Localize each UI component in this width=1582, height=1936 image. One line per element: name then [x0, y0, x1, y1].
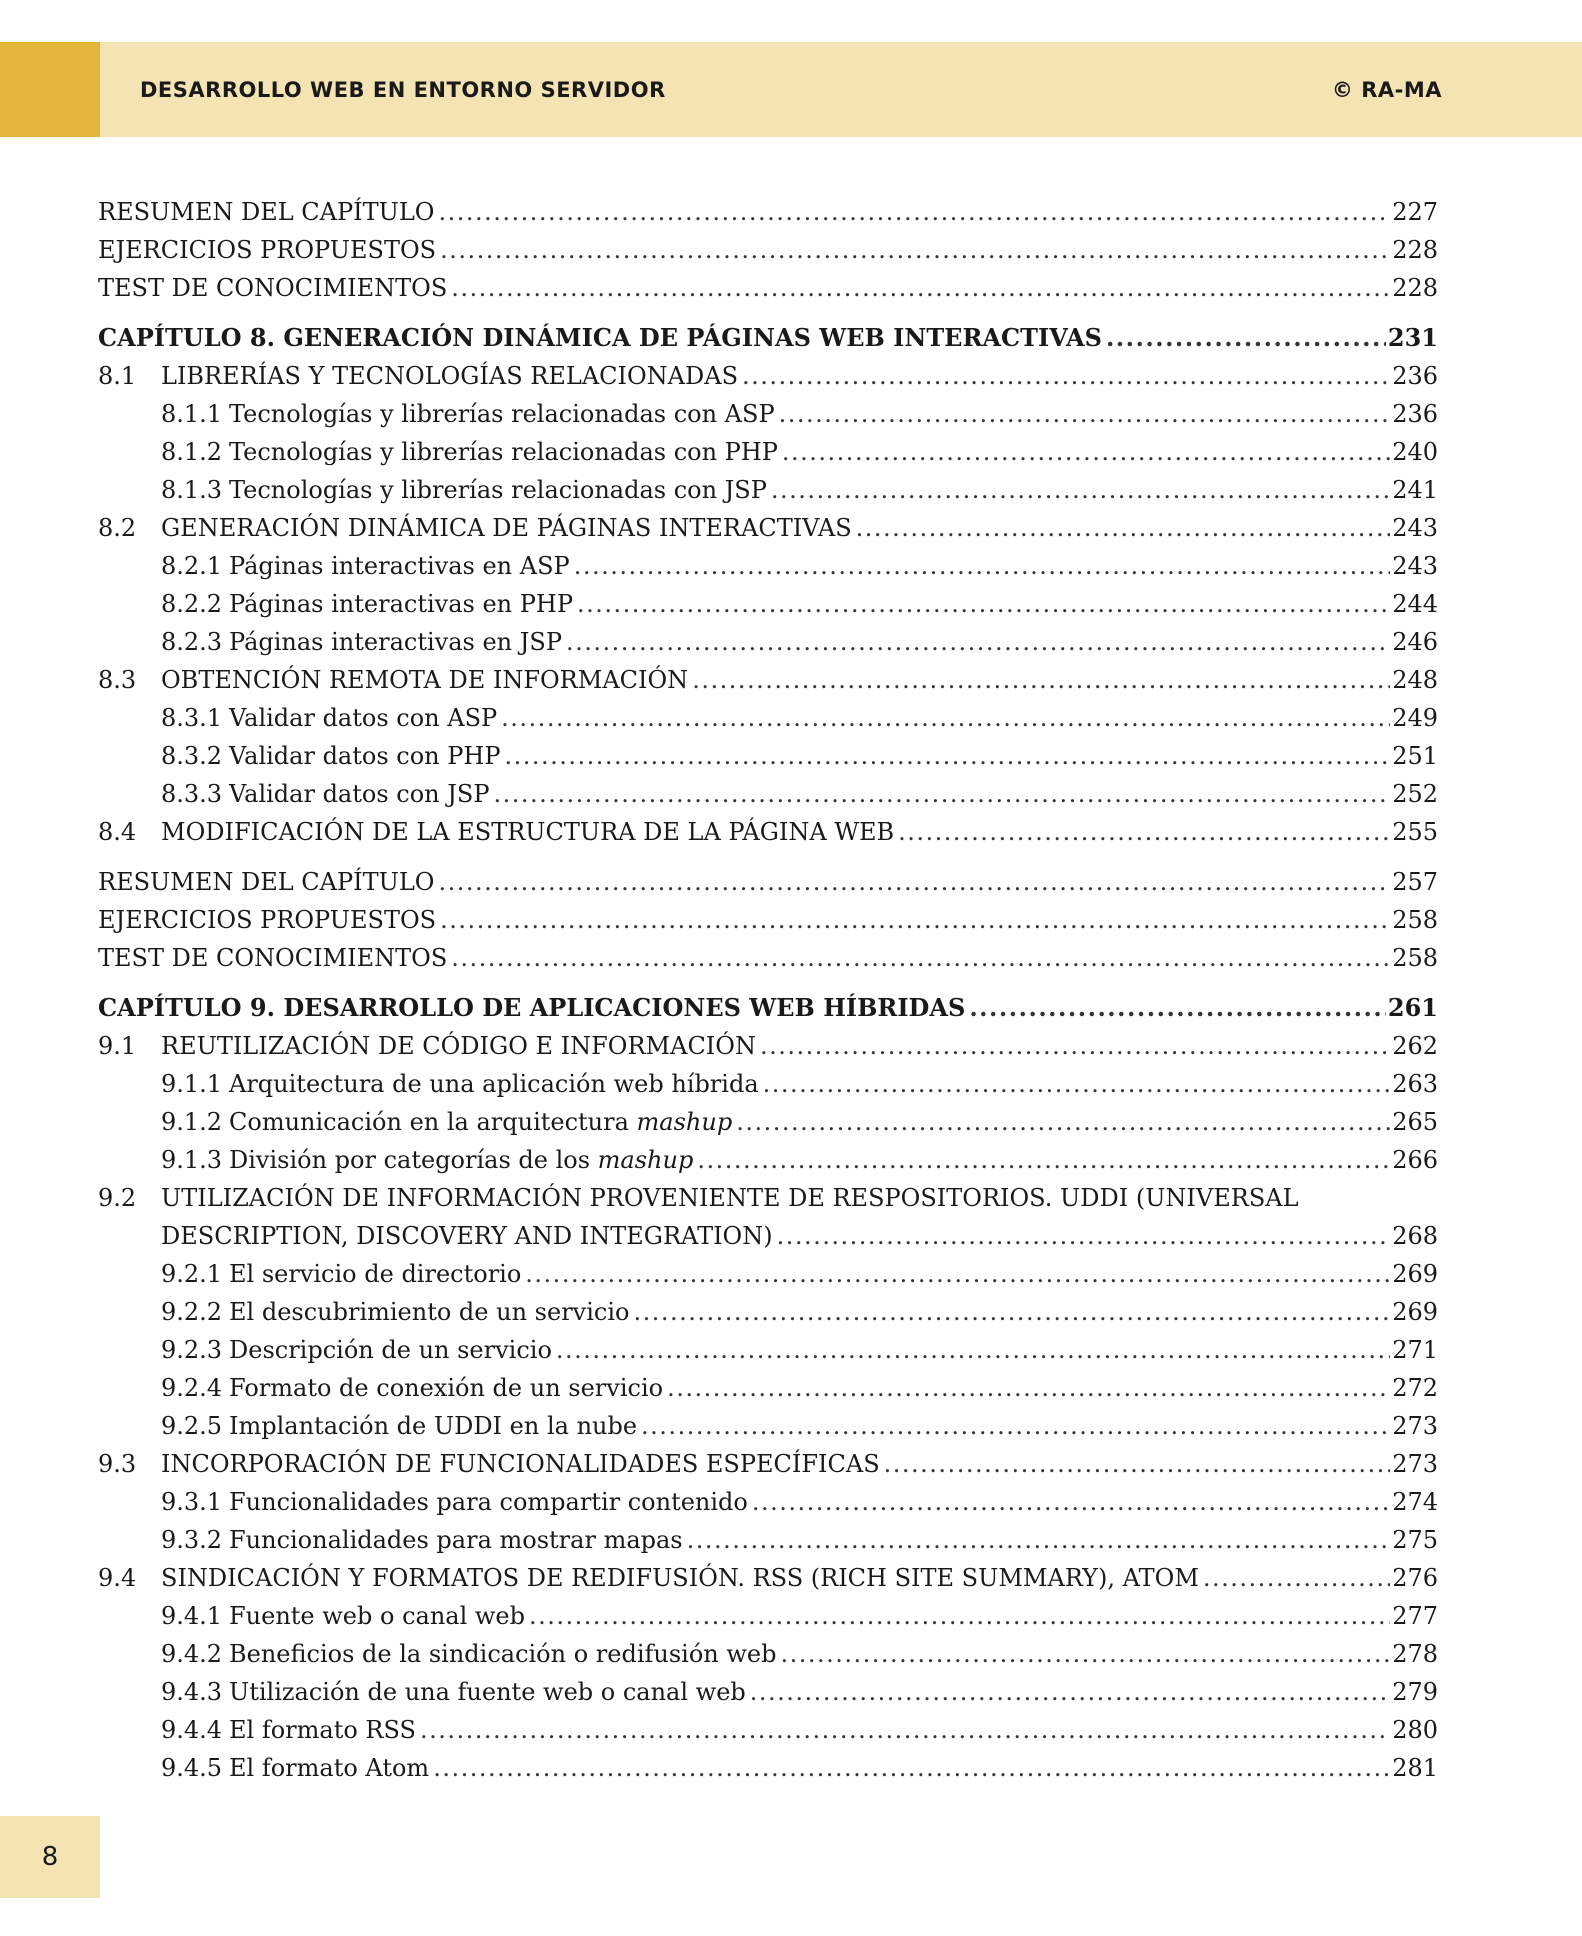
section-number: 9.4.1	[161, 1602, 223, 1630]
section-number: 8.1.3	[161, 476, 223, 504]
toc-entry-title: EJERCICIOS PROPUESTOS	[98, 236, 437, 264]
chapter-title: CAPÍTULO 9. DESARROLLO DE APLICACIONES WEB HÍBRIDAS	[98, 993, 966, 1022]
toc-entry-title: MODIFICACIÓN DE LA ESTRUCTURA DE LA PÁGINA WEB	[161, 818, 895, 846]
toc-subsection[interactable]	[98, 471, 1438, 509]
section-number: 8.3.2	[161, 742, 223, 770]
leader-dots	[1106, 319, 1386, 357]
leader-dots	[771, 471, 1390, 509]
toc-entry-test[interactable]	[98, 939, 1438, 977]
toc-entry-title: Páginas interactivas en JSP	[229, 628, 562, 656]
toc-chapter-8[interactable]	[98, 319, 1438, 357]
leader-dots	[451, 939, 1390, 977]
book-title: DESARROLLO WEB EN ENTORNO SERVIDOR	[140, 77, 666, 102]
leader-dots	[577, 585, 1390, 623]
toc-entry-title: OBTENCIÓN REMOTA DE INFORMACIÓN	[161, 666, 689, 694]
toc-page-number: 273	[1392, 1450, 1438, 1478]
leader-dots	[504, 737, 1390, 775]
toc-entry-title: REUTILIZACIÓN DE CÓDIGO E INFORMACIÓN	[161, 1032, 756, 1060]
page-number-tab	[0, 1816, 100, 1898]
leader-dots	[687, 1521, 1391, 1559]
leader-dots	[750, 1673, 1390, 1711]
toc-page-number: 244	[1392, 590, 1438, 618]
toc-page-number: 257	[1392, 868, 1438, 896]
section-number: 8.1.1	[161, 400, 223, 428]
toc-subsection[interactable]	[98, 1331, 1438, 1369]
toc-entry-title: El formato Atom	[229, 1754, 430, 1782]
toc-entry-title: El descubrimiento de un servicio	[229, 1298, 630, 1326]
section-number: 9.2	[98, 1184, 137, 1212]
toc-subsection[interactable]	[98, 1597, 1438, 1635]
toc-page-number: 240	[1392, 438, 1438, 466]
section-number: 9.1.3	[161, 1146, 223, 1174]
toc-entry-title: TEST DE CONOCIMIENTOS	[98, 944, 448, 972]
toc-page-number: 231	[1387, 323, 1438, 352]
toc-subsection[interactable]	[98, 1749, 1438, 1787]
toc-page-number: 258	[1392, 944, 1438, 972]
toc-subsection[interactable]	[98, 1673, 1438, 1711]
leader-dots	[556, 1331, 1390, 1369]
toc-entry-exercises[interactable]	[98, 901, 1438, 939]
leader-dots	[777, 1217, 1391, 1255]
toc-entry-test[interactable]	[98, 269, 1438, 307]
toc-page-number: 274	[1392, 1488, 1438, 1516]
toc-page-number: 248	[1392, 666, 1438, 694]
toc-entry-title: GENERACIÓN DINÁMICA DE PÁGINAS INTERACTIVAS	[161, 514, 852, 542]
toc-entry-title: El servicio de directorio	[229, 1260, 522, 1288]
toc-section-wrapped-line[interactable]	[98, 1179, 1438, 1217]
leader-dots	[566, 623, 1390, 661]
section-number: 9.4.4	[161, 1716, 223, 1744]
section-number: 8.1.2	[161, 438, 223, 466]
toc-page-number: 228	[1392, 236, 1438, 264]
toc-page-number: 265	[1392, 1108, 1438, 1136]
toc-page-number: 228	[1392, 274, 1438, 302]
toc-entry-title: Tecnologías y librerías relacionadas con JSP	[229, 476, 767, 504]
toc-page-number: 255	[1392, 818, 1438, 846]
toc-entry-title: Descripción de un servicio	[229, 1336, 552, 1364]
section-number: 9.2.3	[161, 1336, 223, 1364]
toc-entry-title-italic: mashup	[636, 1108, 733, 1136]
leader-dots	[692, 661, 1390, 699]
toc-subsection[interactable]	[98, 585, 1438, 623]
leader-dots	[529, 1597, 1390, 1635]
section-number: 8.3.3	[161, 780, 223, 808]
toc-page-number: 249	[1392, 704, 1438, 732]
leader-dots	[525, 1255, 1390, 1293]
leader-dots	[782, 433, 1390, 471]
toc-subsection[interactable]	[98, 737, 1438, 775]
leader-dots	[898, 813, 1390, 851]
toc-entry-title: Tecnologías y librerías relacionadas con PHP	[229, 438, 778, 466]
leader-dots	[574, 547, 1391, 585]
leader-dots	[633, 1293, 1390, 1331]
section-number: 8.4	[98, 818, 137, 846]
section-number: 9.2.1	[161, 1260, 223, 1288]
toc-subsection[interactable]	[98, 1293, 1438, 1331]
section-number: 9.1	[98, 1032, 137, 1060]
toc-entry-title: Formato de conexión de un servicio	[229, 1374, 664, 1402]
toc-entry-title: EJERCICIOS PROPUESTOS	[98, 906, 437, 934]
toc-entry-title: UTILIZACIÓN DE INFORMACIÓN PROVENIENTE DE RESPOSITORIOS. UDDI (UNIVERSAL	[161, 1184, 1299, 1212]
toc-subsection[interactable]	[98, 1407, 1438, 1445]
section-number: 8.2	[98, 514, 137, 542]
toc-chapter-9[interactable]	[98, 989, 1438, 1027]
toc-entry-title-text: Comunicación en la arquitectura	[229, 1108, 637, 1136]
leader-dots	[856, 509, 1391, 547]
section-number: 9.2.4	[161, 1374, 223, 1402]
section-number: 8.2.2	[161, 590, 223, 618]
toc-page-number: 266	[1392, 1146, 1438, 1174]
toc-entry-title: Validar datos con PHP	[229, 742, 501, 770]
publisher-mark: © RA-MA	[1331, 77, 1442, 102]
toc-subsection[interactable]	[98, 775, 1438, 813]
section-number: 9.3.2	[161, 1526, 223, 1554]
toc-entry-exercises[interactable]	[98, 231, 1438, 269]
chapter-title: CAPÍTULO 8. GENERACIÓN DINÁMICA DE PÁGINAS WEB INTERACTIVAS	[98, 323, 1102, 352]
toc-subsection[interactable]	[98, 1521, 1438, 1559]
leader-dots	[763, 1065, 1391, 1103]
leader-dots	[641, 1407, 1390, 1445]
section-number: 9.1.1	[161, 1070, 223, 1098]
running-header	[100, 42, 1582, 137]
toc-subsection[interactable]	[98, 1255, 1438, 1293]
leader-dots	[742, 357, 1390, 395]
toc-section[interactable]	[98, 661, 1438, 699]
toc-subsection[interactable]	[98, 1141, 1438, 1179]
toc-entry-title: Validar datos con ASP	[229, 704, 498, 732]
toc-entry-title	[229, 1141, 693, 1179]
toc-entry-title-text: División por categorías de los	[229, 1146, 598, 1174]
toc-page-number: 236	[1392, 362, 1438, 390]
toc-subsection[interactable]	[98, 433, 1438, 471]
toc-page-number: 277	[1392, 1602, 1438, 1630]
leader-dots	[752, 1483, 1390, 1521]
leader-dots	[736, 1103, 1390, 1141]
leader-dots	[493, 775, 1390, 813]
toc-page-number: 268	[1392, 1222, 1438, 1250]
section-number: 8.2.3	[161, 628, 223, 656]
toc-entry-title: RESUMEN DEL CAPÍTULO	[98, 868, 435, 896]
toc-subsection[interactable]	[98, 1065, 1438, 1103]
toc-entry-title: Validar datos con JSP	[229, 780, 490, 808]
toc-page-number: 252	[1392, 780, 1438, 808]
toc-page-number: 243	[1392, 514, 1438, 542]
toc-page-number: 263	[1392, 1070, 1438, 1098]
toc-section[interactable]	[98, 1559, 1438, 1597]
toc-entry-title: Implantación de UDDI en la nube	[229, 1412, 638, 1440]
section-number: 9.4	[98, 1564, 137, 1592]
toc-page-number: 280	[1392, 1716, 1438, 1744]
toc-page-number: 269	[1392, 1298, 1438, 1326]
toc-page-number: 281	[1392, 1754, 1438, 1782]
leader-dots	[667, 1369, 1390, 1407]
toc-page-number: 279	[1392, 1678, 1438, 1706]
toc-entry-title: El formato RSS	[229, 1716, 416, 1744]
toc-entry-title: Utilización de una fuente web o canal web	[229, 1678, 746, 1706]
leader-dots	[1203, 1559, 1390, 1597]
leader-dots	[760, 1027, 1390, 1065]
leader-dots	[433, 1749, 1390, 1787]
toc-page-number: 227	[1392, 198, 1438, 226]
leader-dots	[781, 1635, 1391, 1673]
header-accent-block	[0, 42, 100, 137]
toc-page-number: 269	[1392, 1260, 1438, 1288]
toc-entry-title: Páginas interactivas en ASP	[229, 552, 570, 580]
section-number: 9.1.2	[161, 1108, 223, 1136]
toc-page-number: 261	[1387, 993, 1438, 1022]
leader-dots	[697, 1141, 1390, 1179]
toc-entry-title: Fuente web o canal web	[229, 1602, 525, 1630]
toc-subsection[interactable]	[98, 547, 1438, 585]
toc-subsection[interactable]	[98, 699, 1438, 737]
toc-subsection[interactable]	[98, 1369, 1438, 1407]
toc-subsection[interactable]	[98, 623, 1438, 661]
toc-page-number: 276	[1392, 1564, 1438, 1592]
toc-entry-title	[229, 1103, 732, 1141]
toc-entry-title: SINDICACIÓN Y FORMATOS DE REDIFUSIÓN. RSS (RICH SITE SUMMARY), ATOM	[161, 1564, 1199, 1592]
toc-page-number: 262	[1392, 1032, 1438, 1060]
toc-subsection[interactable]	[98, 1103, 1438, 1141]
leader-dots	[884, 1445, 1391, 1483]
toc-section[interactable]	[98, 813, 1438, 851]
leader-dots	[440, 901, 1390, 939]
section-number: 9.4.2	[161, 1640, 223, 1668]
leader-dots	[501, 699, 1390, 737]
toc-entry-title: RESUMEN DEL CAPÍTULO	[98, 198, 435, 226]
toc-entry-title-italic: mashup	[597, 1146, 694, 1174]
toc-subsection[interactable]	[98, 1483, 1438, 1521]
toc-entry-summary[interactable]	[98, 193, 1438, 231]
toc-entry-title: Funcionalidades para compartir contenido	[229, 1488, 748, 1516]
leader-dots	[420, 1711, 1390, 1749]
section-number: 9.2.5	[161, 1412, 223, 1440]
section-number: 9.4.3	[161, 1678, 223, 1706]
toc-page-number: 273	[1392, 1412, 1438, 1440]
leader-dots	[969, 989, 1386, 1027]
section-number: 8.1	[98, 362, 137, 390]
toc-page-number: 271	[1392, 1336, 1438, 1364]
toc-page-number: 236	[1392, 400, 1438, 428]
leader-dots	[438, 863, 1390, 901]
toc-entry-summary[interactable]	[98, 863, 1438, 901]
leader-dots	[440, 231, 1390, 269]
page-number: 8	[41, 1842, 59, 1872]
toc-subsection[interactable]	[98, 395, 1438, 433]
section-number: 8.3	[98, 666, 137, 694]
toc-page-number: 246	[1392, 628, 1438, 656]
toc-subsection[interactable]	[98, 1635, 1438, 1673]
toc-section[interactable]	[98, 1027, 1438, 1065]
toc-subsection[interactable]	[98, 1711, 1438, 1749]
section-number: 9.3	[98, 1450, 137, 1478]
toc-page-number: 241	[1392, 476, 1438, 504]
toc-entry-title: LIBRERÍAS Y TECNOLOGÍAS RELACIONADAS	[161, 362, 739, 390]
section-number: 9.2.2	[161, 1298, 223, 1326]
toc-entry-title: Páginas interactivas en PHP	[229, 590, 573, 618]
toc-section[interactable]	[98, 1217, 1438, 1255]
section-number: 9.4.5	[161, 1754, 223, 1782]
toc-page-number: 251	[1392, 742, 1438, 770]
table-of-contents	[98, 193, 1438, 1787]
toc-section[interactable]	[98, 357, 1438, 395]
leader-dots	[438, 193, 1390, 231]
leader-dots	[779, 395, 1391, 433]
section-number: 9.3.1	[161, 1488, 223, 1516]
toc-entry-title: Beneficios de la sindicación o redifusión web	[229, 1640, 777, 1668]
toc-page-number: 275	[1392, 1526, 1438, 1554]
toc-section[interactable]	[98, 509, 1438, 547]
toc-page-number: 278	[1392, 1640, 1438, 1668]
toc-entry-title: INCORPORACIÓN DE FUNCIONALIDADES ESPECÍFICAS	[161, 1450, 880, 1478]
toc-section[interactable]	[98, 1445, 1438, 1483]
toc-entry-title: Funcionalidades para mostrar mapas	[229, 1526, 683, 1554]
section-number: 8.2.1	[161, 552, 223, 580]
leader-dots	[451, 269, 1390, 307]
toc-page-number: 258	[1392, 906, 1438, 934]
toc-entry-title-continued: DESCRIPTION, DISCOVERY AND INTEGRATION)	[161, 1222, 773, 1250]
section-number: 8.3.1	[161, 704, 223, 732]
toc-entry-title: Tecnologías y librerías relacionadas con ASP	[229, 400, 775, 428]
toc-page-number: 272	[1392, 1374, 1438, 1402]
toc-page-number: 243	[1392, 552, 1438, 580]
toc-entry-title: TEST DE CONOCIMIENTOS	[98, 274, 448, 302]
toc-entry-title: Arquitectura de una aplicación web híbrida	[229, 1070, 759, 1098]
